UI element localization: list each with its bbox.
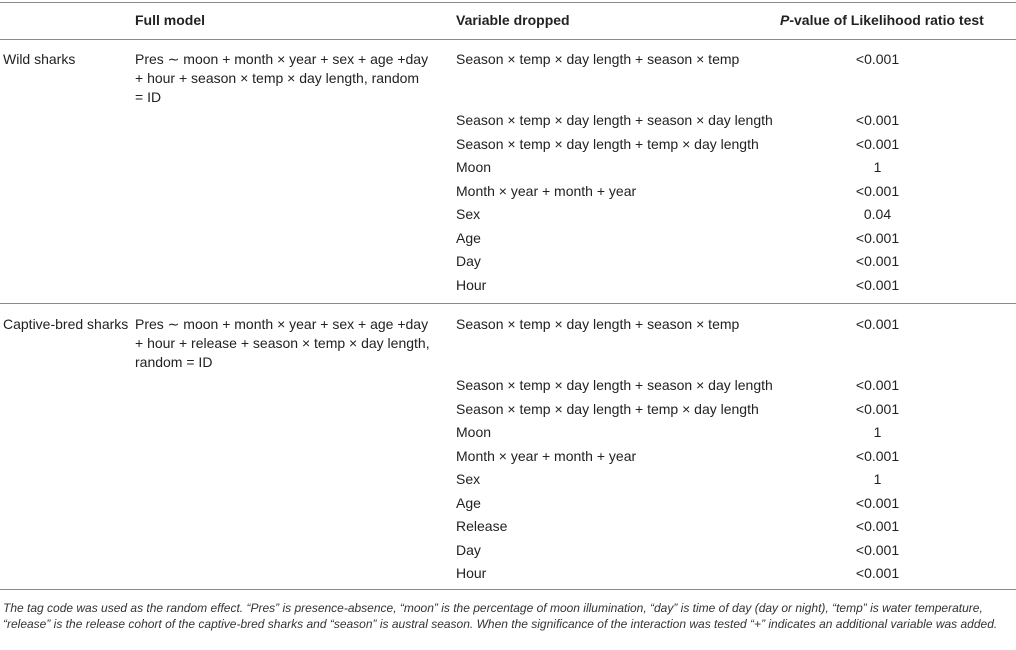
variable-dropped: Hour [456,277,487,293]
p-value: <0.001 [855,495,900,511]
full-model-captive: Pres ∼ moon + month × year + sex + age +day + hour + release + season × temp × day length, random = ID [135,316,430,370]
variable-dropped: Season × temp × day length + temp × day length [456,401,759,417]
p-value: <0.001 [855,448,900,464]
p-value: <0.001 [855,112,900,128]
table-top-rule [0,2,1016,3]
table-footnote: The tag code was used as the random effect. “Pres” is presence-absence, “moon” is the percentage of moon illumination, “day” is time of day (day or night), “temp” is water temperature, “release” is the release cohort of the captive-bred sharks and “season” is austral season. When the significance of the interaction was tested “+” indicates an additional variable was added. [3,601,998,631]
p-value: 1 [873,159,882,175]
variable-dropped: Sex [456,471,481,487]
header-p-letter: P [780,12,790,28]
p-value: <0.001 [855,401,900,417]
full-model-wild: Pres ∼ moon + month × year + sex + age +day + hour + season × temp × day length, random = ID [135,51,429,105]
header-full-model: Full model [135,12,205,28]
variable-dropped: Month × year + month + year [456,183,637,199]
group-name-wild: Wild sharks [3,51,76,67]
variable-dropped: Season × temp × day length + season × day length [456,377,773,393]
variable-dropped: Age [456,495,481,511]
variable-dropped: Sex [456,206,481,222]
variable-dropped: Season × temp × day length + season × day length [456,112,773,128]
p-value: <0.001 [855,253,900,269]
p-value: <0.001 [855,183,900,199]
p-value: 0.04 [863,206,892,222]
variable-dropped: Month × year + month + year [456,448,637,464]
variable-dropped: Day [456,542,481,558]
variable-dropped: Release [456,518,508,534]
variable-dropped: Age [456,230,481,246]
p-value: <0.001 [855,277,900,293]
variable-dropped: Season × temp × day length + season × temp [456,316,740,332]
variable-dropped: Moon [456,424,492,440]
variable-dropped: Moon [456,159,492,175]
group-rule [0,303,1016,304]
variable-dropped: Season × temp × day length + season × temp [456,51,740,67]
header-p-value [780,11,984,29]
p-value: <0.001 [855,542,900,558]
variable-dropped: Hour [456,565,487,581]
p-value: <0.001 [855,230,900,246]
p-value: <0.001 [855,51,900,67]
header-rule [0,39,1016,40]
table-bottom-rule [0,589,1016,590]
group-name-captive: Captive-bred sharks [3,316,129,332]
p-value: <0.001 [855,565,900,581]
header-variable-dropped: Variable dropped [456,12,570,28]
p-value: <0.001 [855,316,900,332]
p-value: 1 [873,471,882,487]
p-value: <0.001 [855,136,900,152]
p-value: <0.001 [855,518,900,534]
variable-dropped: Season × temp × day length + temp × day length [456,136,759,152]
p-value: <0.001 [855,377,900,393]
variable-dropped: Day [456,253,481,269]
p-value: 1 [873,424,882,440]
header-p-rest: -value of Likelihood ratio test [789,12,984,28]
